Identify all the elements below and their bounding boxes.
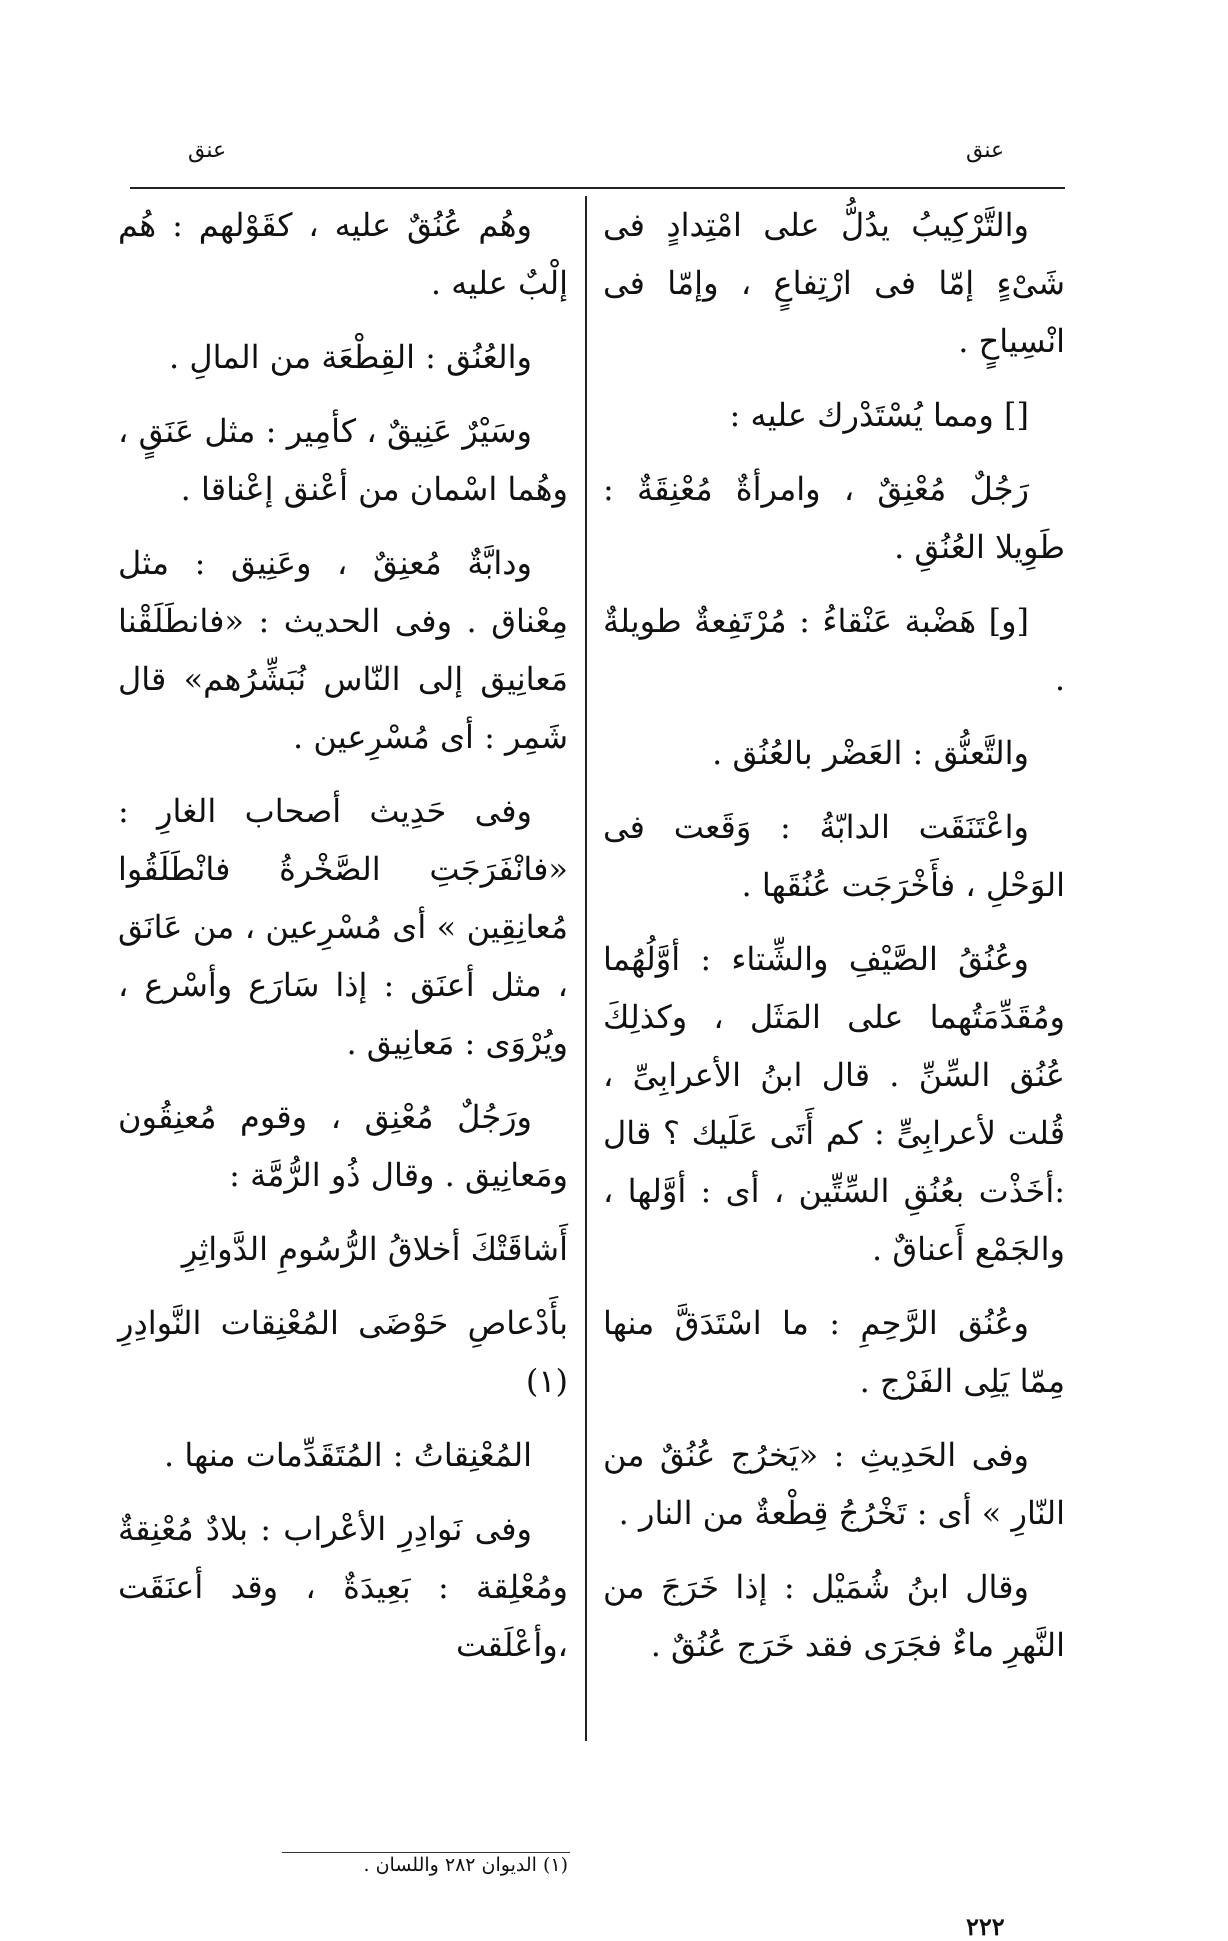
right-paragraph: والتَّرْكِيبُ يدُلُّ على امْتِدادٍ فى شَىْءٍ إمّا فى ارْتِفاعٍ ، وإمّا فى انْسِياحٍ . — [603, 206, 1065, 360]
right-paragraph: وقال ابنُ شُمَيْل : إذا خَرَجَ من النَّهرِ ماءٌ فجَرَى فقد خَرَج عُنُقٌ . — [603, 1568, 1065, 1664]
right-paragraph: رَجُلٌ مُعْنِقٌ ، وامرأةٌ مُعْنِقَةٌ : طَوِيلا العُنُقِ . — [603, 470, 1065, 566]
right-paragraph: وفى الحَدِيثِ : «يَخرُج عُنُقٌ من النّارِ » أى : تَخْرُجُ قِطْعةٌ من النار . — [603, 1436, 1065, 1532]
footnote: (١) الديوان ٢٨٢ واللسان . — [363, 1854, 568, 1876]
right-paragraph: وعُنُقُ الصَّيْفِ والشِّتاء : أوَّلُهُما ومُقَدِّمَتُهما على المَثَل ، وكذلِكَ عُنُق السِّنِّ . قال ابنُ الأعرابِىِّ ، قُلت لأعرابِىٍّ : كم أَتَى عَلَيك ؟ قال :أخَذْت بعُنُقِ السِّتِّين ، أى : أوَّلها ، والجَمْع أَعناقٌ . — [603, 940, 1065, 1268]
header-right-word: عنق — [966, 138, 1005, 163]
left-paragraph: ودابَّةٌ مُعنِقٌ ، وعَنِيق : مثل مِعْناق . وفى الحديث : «فانطَلَقْنا مَعانِيق إلى النّاس نُبَشِّرُهم» قال شَمِر : أى مُسْرِعين . — [118, 544, 568, 756]
right-paragraph: وعُنُق الرَّحِمِ : ما اسْتَدَقَّ منها مِمّا يَلِى الفَرْج . — [603, 1304, 1065, 1400]
left-paragraph: وفى نَوادِرِ الأعْراب : بلادٌ مُعْنِقةٌ ومُعْلِقة : بَعِيدَةٌ ، وقد أعنَقَت ،وأعْلَقت — [118, 1510, 568, 1664]
poem-verse-line: بأَدْعاصِ حَوْضَى المُعْنِقات النَّوادِرِ (١) — [118, 1304, 568, 1400]
right-paragraph: [و] هَضْبة عَنْقاءُ : مُرْتَفِعةٌ طويلةٌ . — [603, 602, 1065, 698]
right-paragraph: [] ومما يُسْتَدْرك عليه : — [729, 396, 1029, 434]
right-column — [603, 196, 1065, 1690]
left-paragraph: المُعْنِقاتُ : المُتَقَدِّمات منها . — [163, 1436, 532, 1474]
left-paragraph: وفى حَدِيث أصحاب الغارِ : «فانْفَرَجَتِ الصَّخْرةُ فانْطَلَقُوا مُعانِقِين » أى مُسْرِعين ، من عَانَق ، مثل أعنَق : إذا سَارَع وأسْرع ، ويُرْوَى : مَعانِيق . — [118, 792, 568, 1062]
column-divider — [585, 196, 587, 1741]
left-paragraph: ورَجُلٌ مُعْنِق ، وقوم مُعنِقُون ومَعانِيق . وقال ذُو الرُّمَّة : — [118, 1098, 568, 1194]
poem-verse-line: أَشاقَتْكَ أخلاقُ الرُّسُومِ الدَّواثِرِ — [181, 1230, 568, 1268]
left-paragraph: وسَيْرٌ عَنِيقٌ ، كأمِير : مثل عَنَقٍ ، وهُما اسْمان من أعْنق إعْناقا . — [118, 412, 568, 508]
page-number: ٢٢٢ — [966, 1912, 1005, 1941]
left-paragraph: والعُنُق : القِطْعَة من المالِ . — [169, 338, 532, 376]
header-left-word: عنق — [188, 138, 227, 163]
left-paragraph: وهُم عُنُقٌ عليه ، كقَوْلهم : هُم إلْبٌ عليه . — [118, 206, 568, 302]
right-paragraph: واعْتَنَقَت الدابّةُ : وَقَعت فى الوَحْلِ ، فأَخْرَجَت عُنُقَها . — [603, 808, 1065, 904]
header-rule — [130, 187, 1065, 189]
left-column — [118, 196, 568, 1690]
right-paragraph: والتَّعنُّق : العَضْر بالعُنُق . — [712, 734, 1029, 772]
